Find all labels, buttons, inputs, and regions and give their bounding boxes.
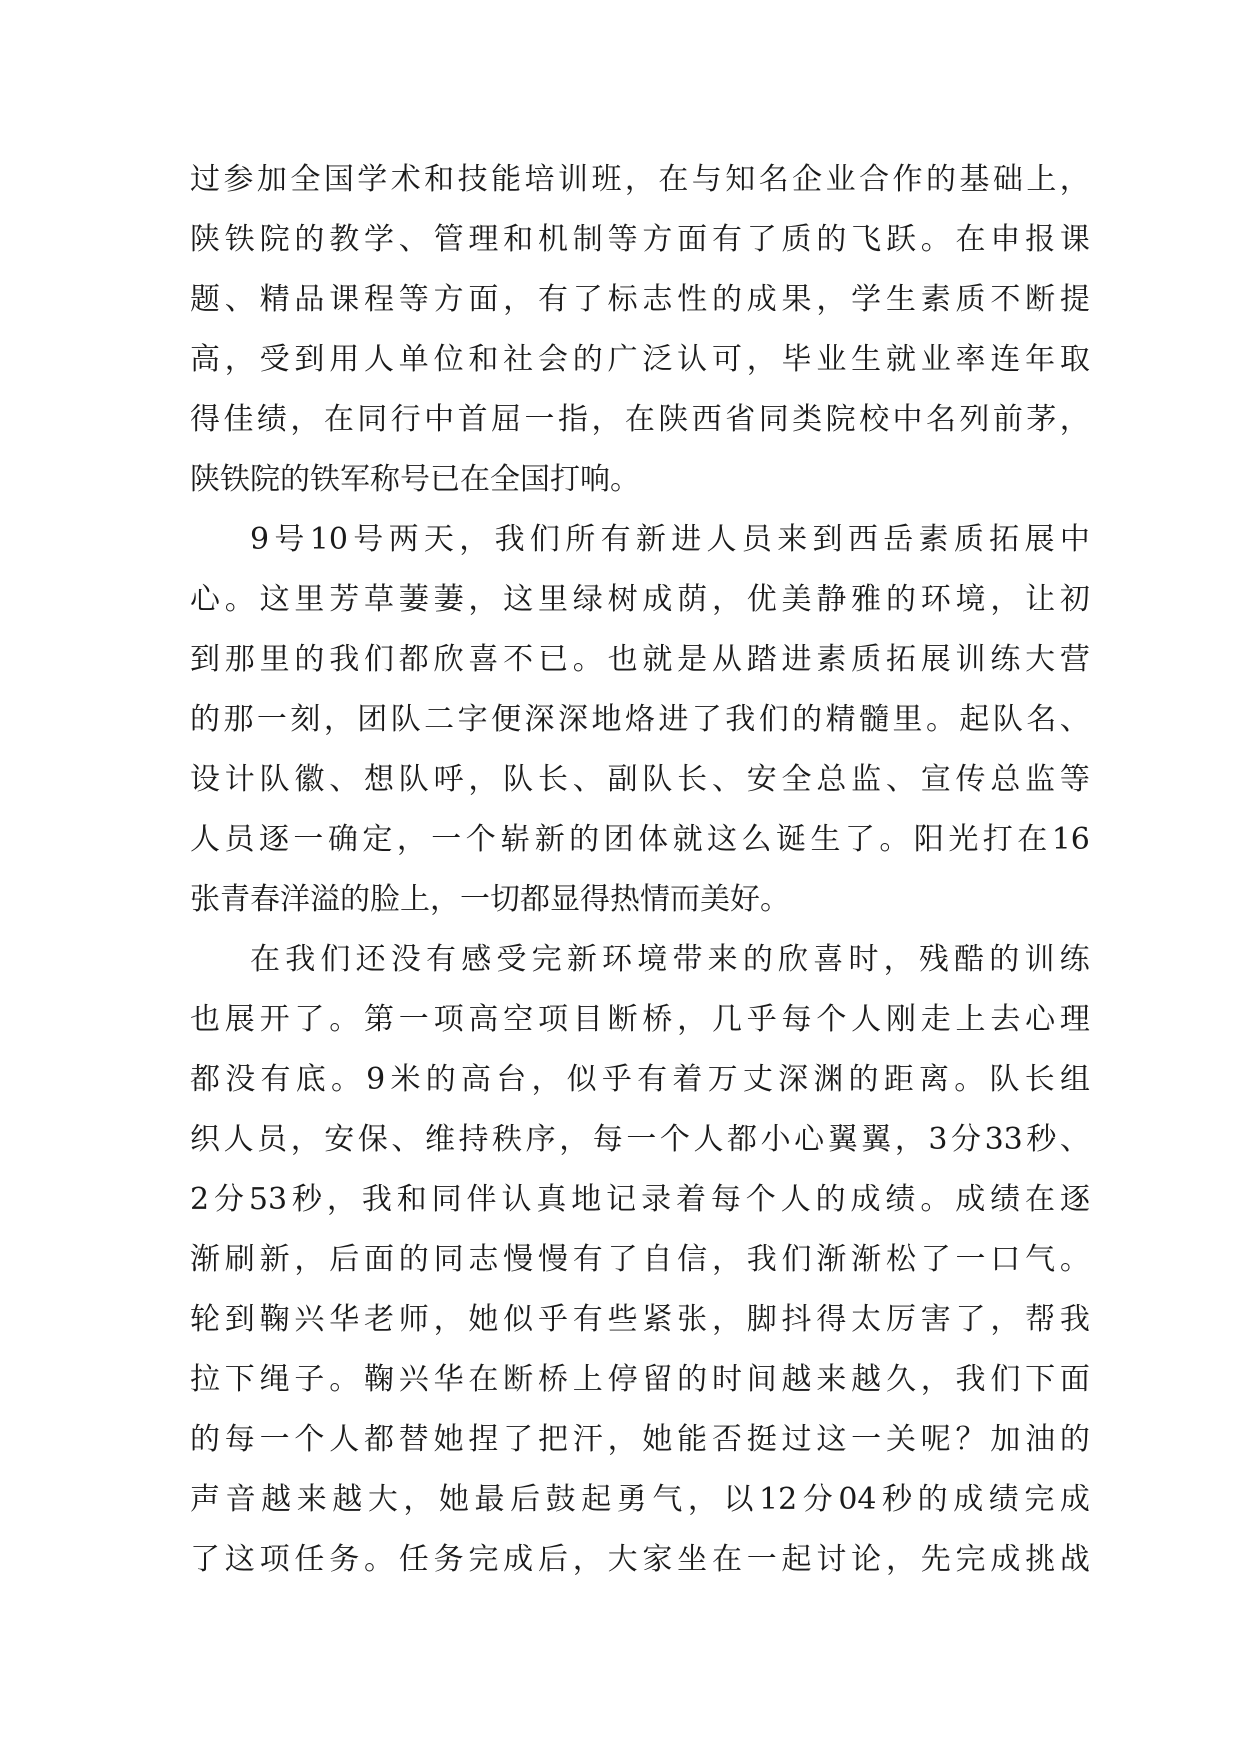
text-line: 2 分 53 秒 ， 我 和 同 伴 认 真 地 记 录 着 每 个 人 的 成 绩 。 成 绩 在 逐 xyxy=(190,1182,1090,1217)
text-line: 高 ， 受 到 用 人 单 位 和 社 会 的 广 泛 认 可 ， 毕 业 生 就 业 率 连 年 取 xyxy=(190,342,1090,377)
text-line: 渐 刷 新 ， 后 面 的 同 志 慢 慢 有 了 自 信 ， 我 们 渐 渐 松 了 一 口 气 。 xyxy=(190,1242,1090,1277)
text-line: 拉 下 绳 子 。 鞠 兴 华 在 断 桥 上 停 留 的 时 间 越 来 越 久 ， 我 们 下 面 xyxy=(190,1362,1090,1397)
text-line: 到 那 里 的 我 们 都 欣 喜 不 已 。 也 就 是 从 踏 进 素 质 拓 展 训 练 大 营 xyxy=(190,642,1090,677)
text-line: 过 参 加 全 国 学 术 和 技 能 培 训 班 ， 在 与 知 名 企 业 合 作 的 基 础 上 ， xyxy=(190,162,1090,197)
text-line: 织 人 员 ， 安 保 、 维 持 秩 序 ， 每 一 个 人 都 小 心 翼 翼 ， 3 分 33 秒 、 xyxy=(190,1122,1090,1157)
text-line: 9 号 10 号 两 天 ， 我 们 所 有 新 进 人 员 来 到 西 岳 素 质 拓 展 中 xyxy=(250,522,1090,557)
text-line: 得 佳 绩 ， 在 同 行 中 首 屈 一 指 ， 在 陕 西 省 同 类 院 校 中 名 列 前 茅 ， xyxy=(190,402,1090,437)
text-line: 了 这 项 任 务 。 任 务 完 成 后 ， 大 家 坐 在 一 起 讨 论 ， 先 完 成 挑 战 xyxy=(190,1542,1090,1577)
text-line: 在 我 们 还 没 有 感 受 完 新 环 境 带 来 的 欣 喜 时 ， 残 酷 的 训 练 xyxy=(250,942,1090,977)
body-text xyxy=(190,150,1090,1590)
text-line: 的 那 一 刻 ， 团 队 二 字 便 深 深 地 烙 进 了 我 们 的 精 髓 里 。 起 队 名 、 xyxy=(190,702,1090,737)
text-line: 陕铁院的铁军称号已在全国打响。 xyxy=(190,462,640,497)
text-line: 轮 到 鞠 兴 华 老 师 ， 她 似 乎 有 些 紧 张 ， 脚 抖 得 太 厉 害 了 ， 帮 我 xyxy=(190,1302,1090,1337)
text-line: 设 计 队 徽 、 想 队 呼 ， 队 长 、 副 队 长 、 安 全 总 监 、 宣 传 总 监 等 xyxy=(190,762,1090,797)
text-line: 也 展 开 了 。 第 一 项 高 空 项 目 断 桥 ， 几 乎 每 个 人 刚 走 上 去 心 理 xyxy=(190,1002,1090,1037)
text-line: 心 。 这 里 芳 草 萋 萋 ， 这 里 绿 树 成 荫 ， 优 美 静 雅 的 环 境 ， 让 初 xyxy=(190,582,1090,617)
text-line: 张青春洋溢的脸上，一切都显得热情而美好。 xyxy=(190,882,790,917)
text-line: 的 每 一 个 人 都 替 她 捏 了 把 汗 ， 她 能 否 挺 过 这 一 关 呢 ？ 加 油 的 xyxy=(190,1422,1090,1457)
text-line: 都 没 有 底 。 9 米 的 高 台 ， 似 乎 有 着 万 丈 深 渊 的 距 离 。 队 长 组 xyxy=(190,1062,1090,1097)
text-line: 题 、 精 品 课 程 等 方 面 ， 有 了 标 志 性 的 成 果 ， 学 生 素 质 不 断 提 xyxy=(190,282,1090,317)
text-line: 声 音 越 来 越 大 ， 她 最 后 鼓 起 勇 气 ， 以 12 分 04 秒 的 成 绩 完 成 xyxy=(190,1482,1090,1517)
text-line: 陕 铁 院 的 教 学 、 管 理 和 机 制 等 方 面 有 了 质 的 飞 跃 。 在 申 报 课 xyxy=(190,222,1090,257)
text-line: 人 员 逐 一 确 定 ， 一 个 崭 新 的 团 体 就 这 么 诞 生 了 。 阳 光 打 在 16 xyxy=(190,822,1090,857)
